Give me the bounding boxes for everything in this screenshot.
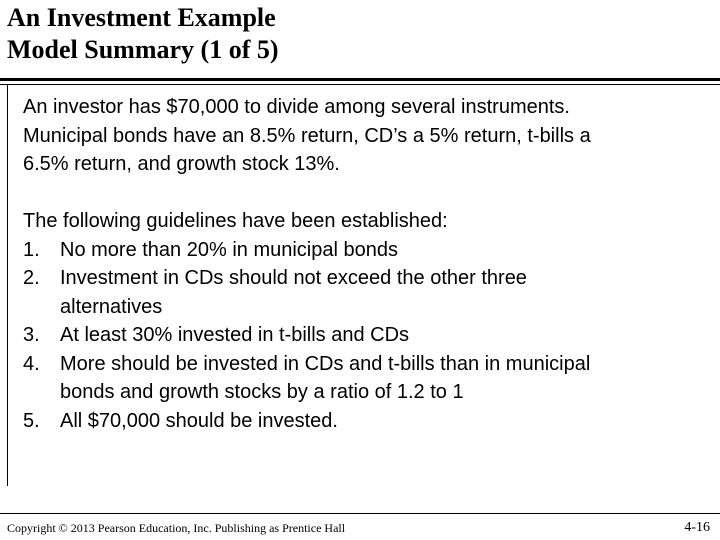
guideline-text [60,264,527,321]
guideline-item [23,236,713,265]
guideline-number: 2. [23,267,40,289]
guidelines-heading: The following guidelines have been established: [23,210,448,232]
intro-paragraph [23,93,713,179]
guideline-line: bonds and growth stocks by a ratio of 1.2 to 1 [60,381,464,403]
footer-rule [0,513,720,514]
guideline-line: All $70,000 should be invested. [60,409,338,432]
title-line-1: An Investment Example [7,3,276,32]
guideline-line: No more than 20% in municipal bonds [60,238,398,261]
slide-body [23,93,713,435]
guideline-item [23,321,713,350]
intro-line: An investor has $70,000 to divide among several instruments. [23,96,570,118]
title-rule-thick [0,78,720,81]
title-rule-thin [0,84,720,85]
guideline-line: Investment in CDs should not exceed the other three [60,267,527,289]
guideline-item [23,407,713,436]
intro-line: 6.5% return, and growth stock 13%. [23,153,340,175]
guideline-line: More should be invested in CDs and t-bills than in municipal [60,352,591,375]
guideline-line: alternatives [60,295,163,318]
guideline-text [60,350,590,407]
title-line-2: Model Summary (1 of 5) [7,35,279,64]
guidelines-list [23,236,713,436]
slide-title [7,2,279,66]
copyright-notice: Copyright © 2013 Pearson Education, Inc. Publishing as Prentice Hall [7,521,346,535]
guideline-text [60,321,409,350]
guideline-text [60,236,398,265]
guideline-item [23,264,713,321]
guideline-text [60,407,338,436]
guideline-line: At least 30% invested in t-bills and CDs [60,324,410,346]
guideline-number: 4. [23,352,40,375]
guideline-item [23,350,713,407]
guideline-number: 1. [23,238,40,261]
guideline-number: 5. [23,409,40,432]
intro-line: Municipal bonds have an 8.5% return, CD’s a 5% return, t-bills a [23,124,591,147]
left-margin-rule [7,84,8,486]
page-number: 4-16 [684,520,710,535]
guideline-number: 3. [23,324,40,346]
